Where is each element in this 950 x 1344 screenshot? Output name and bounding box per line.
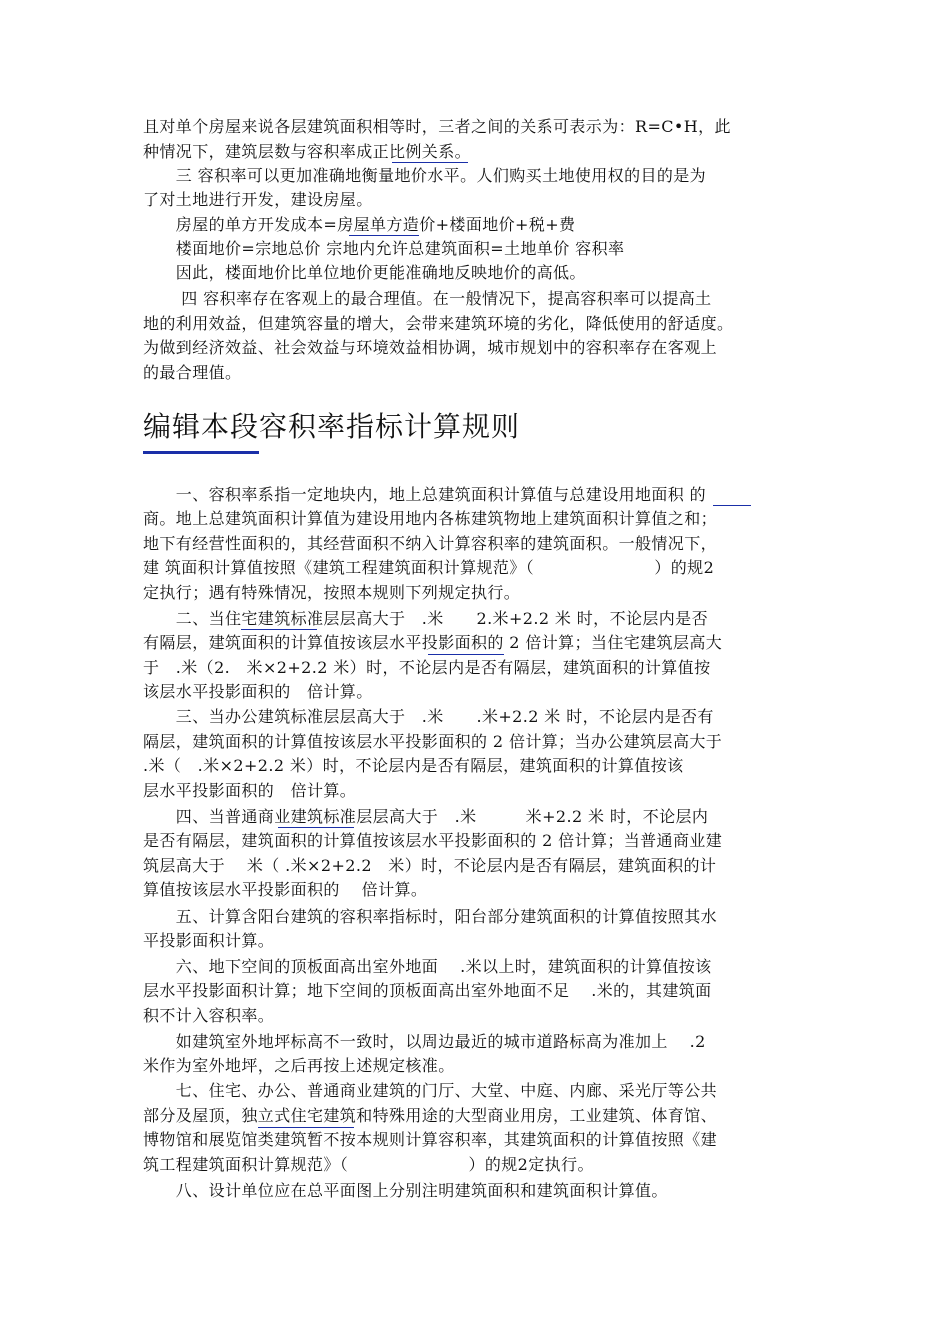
paragraph-line: 积不计入容积率。 xyxy=(143,1006,275,1025)
paragraph-line: 于 .米（2. 米×2+2.2 米）时，不论层内是否有隔层，建筑面积的计算值按 xyxy=(143,658,711,677)
link-underline xyxy=(428,654,504,655)
paragraph-line: 算值按该层水平投影面积的 倍计算。 xyxy=(143,880,428,899)
paragraph-line: .米（ .米×2+2.2 米）时，不论层内是否有隔层，建筑面积的计算值按该 xyxy=(143,756,684,775)
paragraph-line: 层水平投影面积的 倍计算。 xyxy=(143,781,357,800)
paragraph-line: 五、计算含阳台建筑的容积率指标时，阳台部分建筑面积的计算值按照其水 xyxy=(143,907,718,926)
paragraph-line: 建 筑面积计算值按照《建筑工程建筑面积计算规范》（ ）的规2 xyxy=(143,558,715,577)
paragraph-line: 楼面地价=宗地总价 宗地内允许总建筑面积=土地单价 容积率 xyxy=(143,239,625,258)
link-underline xyxy=(713,505,751,506)
paragraph-line: 的最合理值。 xyxy=(143,363,242,382)
paragraph-line: 筑工程建筑面积计算规范》（ ）的规2定执行。 xyxy=(143,1155,594,1174)
paragraph-line: 隔层，建筑面积的计算值按该层水平投影面积的 2 倍计算；当办公建筑层高大于 xyxy=(143,732,723,751)
paragraph-line: 四、当普通商业建筑标准层层高大于 .米 米+2.2 米 时，不论层内 xyxy=(143,807,709,826)
paragraph-line: 七、住宅、办公、普通商业建筑的门厅、大堂、中庭、内廊、采光厅等公共 xyxy=(143,1081,718,1100)
paragraph-line: 商。地上总建筑面积计算值为建设用地内各栋建筑物地上建筑面积计算值之和； xyxy=(143,509,718,528)
paragraph-line: 米作为室外地坪，之后再按上述规定核准。 xyxy=(143,1056,455,1075)
paragraph-line: 博物馆和展览馆类建筑暂不按本规则计算容积率，其建筑面积的计算值按照《建 xyxy=(143,1130,718,1149)
paragraph-line: 二、当住宅建筑标准层层高大于 .米 2.米+2.2 米 时，不论层内是否 xyxy=(143,609,708,628)
paragraph-line: 因此，楼面地价比单位地价更能准确地反映地价的高低。 xyxy=(143,263,586,282)
paragraph-line: 是否有隔层，建筑面积的计算值按该层水平投影面积的 2 倍计算；当普通商业建 xyxy=(143,831,723,850)
paragraph-line: 地下有经营性面积的，其经营面积不纳入计算容积率的建筑面积。一般情况下， xyxy=(143,534,718,553)
paragraph-line: 三、当办公建筑标准层层高大于 .米 .米+2.2 米 时，不论层内是否有 xyxy=(143,707,714,726)
paragraph-line: 四 容积率存在客观上的最合理值。在一般情况下，提高容积率可以提高土 xyxy=(143,289,712,308)
paragraph-line: 层水平投影面积计算；地下空间的顶板面高出室外地面不足 .米的，其建筑面 xyxy=(143,981,712,1000)
paragraph-line: 了对土地进行开发，建设房屋。 xyxy=(143,190,373,209)
paragraph-line: 有隔层，建筑面积的计算值按该层水平投影面积的 2 倍计算；当住宅建筑层高大 xyxy=(143,633,723,652)
link-underline xyxy=(392,162,468,163)
paragraph-line: 筑层高大于 米（ .米×2+2.2 米）时，不论层内是否有隔层，建筑面积的计 xyxy=(143,856,717,875)
link-underline xyxy=(278,827,354,828)
paragraph-line: 六、地下空间的顶板面高出室外地面 .米以上时，建筑面积的计算值按该 xyxy=(143,957,712,976)
paragraph-line: 三 容积率可以更加准确地衡量地价水平。人们购买土地使用权的目的是为 xyxy=(143,166,707,185)
paragraph-line: 如建筑室外地坪标高不一致时，以周边最近的城市道路标高为准加上 .2 xyxy=(143,1032,706,1051)
paragraph-line: 八、设计单位应在总平面图上分别注明建筑面积和建筑面积计算值。 xyxy=(143,1181,668,1200)
paragraph-line: 房屋的单方开发成本=房屋单方造价+楼面地价+税+费 xyxy=(143,215,576,234)
paragraph-line: 部分及屋顶，独立式住宅建筑和特殊用途的大型商业用房，工业建筑、体育馆、 xyxy=(143,1106,718,1125)
paragraph-line: 定执行；遇有特殊情况，按照本规则下列规定执行。 xyxy=(143,583,521,602)
link-underline xyxy=(258,1127,354,1128)
paragraph-line: 且对单个房屋来说各层建筑面积相等时，三者之间的关系可表示为：R=C•H，此 xyxy=(143,117,731,136)
paragraph-line: 种情况下，建筑层数与容积率成正比例关系。 xyxy=(143,142,472,161)
paragraph-line: 平投影面积计算。 xyxy=(143,931,275,950)
section-heading: 编辑本段容积率指标计算规则 xyxy=(143,410,521,443)
link-underline xyxy=(241,629,317,630)
paragraph-line: 地的利用效益，但建筑容量的增大，会带来建筑环境的劣化，降低使用的舒适度。 xyxy=(143,314,734,333)
paragraph-line: 一、容积率系指一定地块内，地上总建筑面积计算值与总建设用地面积 的 xyxy=(143,485,707,504)
paragraph-line: 为做到经济效益、社会效益与环境效益相协调，城市规划中的容积率存在客观上 xyxy=(143,338,718,357)
heading-underline xyxy=(143,451,259,454)
paragraph-line: 该层水平投影面积的 倍计算。 xyxy=(143,682,373,701)
link-underline xyxy=(349,235,419,236)
